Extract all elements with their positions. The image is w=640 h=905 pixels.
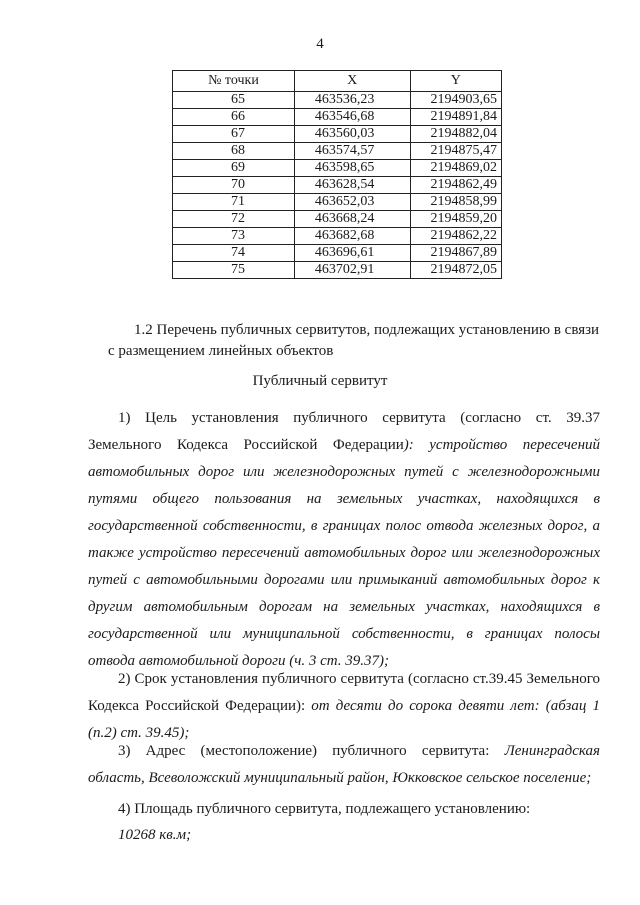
- cell-y: 2194872,05: [410, 262, 502, 279]
- table-row: [173, 245, 502, 262]
- item-purpose-lead: 1) Цель установления публичного сервитута (согласно ст. 39.37 Земельного Кодекса Российской Федерации: [88, 410, 600, 453]
- table-row: [173, 211, 502, 228]
- item-purpose: [88, 405, 600, 675]
- table-header-row: [173, 71, 502, 92]
- cell-x: 463668,24: [294, 211, 410, 228]
- table-row: [173, 160, 502, 177]
- table-row: [173, 194, 502, 211]
- header-y: Y: [410, 71, 502, 92]
- cell-y: 2194867,89: [410, 245, 502, 262]
- cell-point-number: 65: [173, 92, 295, 109]
- cell-y: 2194859,20: [410, 211, 502, 228]
- cell-point-number: 69: [173, 160, 295, 177]
- section-subtitle: Публичный сервитут: [252, 373, 388, 389]
- item-area: [88, 796, 600, 823]
- cell-point-number: 67: [173, 126, 295, 143]
- cell-x: 463628,54: [294, 177, 410, 194]
- cell-y: 2194862,49: [410, 177, 502, 194]
- table-body: [173, 92, 502, 279]
- cell-point-number: 66: [173, 109, 295, 126]
- cell-y: 2194875,47: [410, 143, 502, 160]
- cell-y: 2194862,22: [410, 228, 502, 245]
- cell-point-number: 72: [173, 211, 295, 228]
- table-row: [173, 92, 502, 109]
- cell-x: 463598,65: [294, 160, 410, 177]
- cell-x: 463546,68: [294, 109, 410, 126]
- item-area-lead: 4) Площадь публичного сервитута, подлежащего установлению:: [118, 801, 531, 817]
- item-term: [88, 666, 600, 747]
- cell-y: 2194869,02: [410, 160, 502, 177]
- header-x: X: [294, 71, 410, 92]
- section-heading: [108, 320, 608, 362]
- item-term-text: от десяти до сорока девяти лет: (абзац 1 (п.2) ст. 39.45);: [88, 698, 600, 741]
- table-row: [173, 177, 502, 194]
- cell-x: 463652,03: [294, 194, 410, 211]
- item-address: [88, 738, 600, 792]
- table-row: [173, 126, 502, 143]
- cell-point-number: 68: [173, 143, 295, 160]
- cell-x: 463560,03: [294, 126, 410, 143]
- cell-point-number: 71: [173, 194, 295, 211]
- item-term-lead: 2) Срок установления публичного сервитута (согласно ст.39.45 Земельного Кодекса Российской Федерации):: [88, 671, 600, 714]
- cell-point-number: 70: [173, 177, 295, 194]
- table-row: [173, 109, 502, 126]
- cell-x: 463702,91: [294, 262, 410, 279]
- section-heading-line2: с размещением линейных объектов: [108, 343, 334, 359]
- item-address-lead: 3) Адрес (местоположение) публичного сервитута:: [118, 743, 505, 759]
- item-purpose-text: ): устройство пересечений автомобильных дорог или железнодорожных путей с железнодорожными путями общего пользования на земельных участках, находящихся в государственной собственности, в границах полос отвода железных дорог, а также устройство пересечений автомобильных дорог или железнодорожных путей с автомобильными дорогами или примыканий автомобильных дорог к другим автомобильным дорогам на земельных участках, находящихся в государственной или муниципальной собственности, в границах полосы отвода автомобильной дороги (ч. 3 ст. 39.37);: [88, 437, 601, 669]
- page-number: 4: [316, 36, 324, 52]
- coordinates-table: [172, 70, 502, 279]
- cell-y: 2194891,84: [410, 109, 502, 126]
- header-point-number: № точки: [173, 71, 295, 92]
- cell-x: 463574,57: [294, 143, 410, 160]
- item-address-text: Ленинградская область, Всеволожский муниципальный район, Юкковское сельское поселение;: [88, 743, 600, 786]
- cell-point-number: 73: [173, 228, 295, 245]
- cell-y: 2194903,65: [410, 92, 502, 109]
- cell-x: 463682,68: [294, 228, 410, 245]
- item-area-value: 10268 кв.м;: [118, 827, 192, 843]
- cell-point-number: 75: [173, 262, 295, 279]
- cell-x: 463536,23: [294, 92, 410, 109]
- cell-y: 2194858,99: [410, 194, 502, 211]
- cell-point-number: 74: [173, 245, 295, 262]
- cell-y: 2194882,04: [410, 126, 502, 143]
- table-row: [173, 228, 502, 245]
- cell-x: 463696,61: [294, 245, 410, 262]
- table-row: [173, 143, 502, 160]
- table-row: [173, 262, 502, 279]
- section-heading-line1: 1.2 Перечень публичных сервитутов, подлежащих установлению в связи: [134, 322, 600, 338]
